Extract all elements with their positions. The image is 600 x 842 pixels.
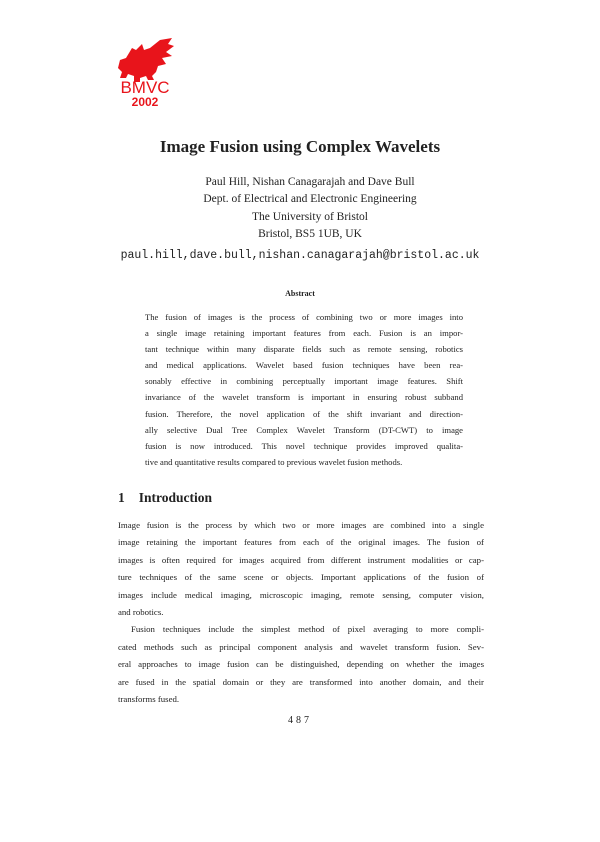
abstract-body xyxy=(145,309,463,470)
authors: Paul Hill, Nishan Canagarajah and Dave Bull xyxy=(205,176,415,188)
bmvc-dragon-logo xyxy=(112,36,178,108)
abstract-line: The fusion of images is the process of combining two or more images into xyxy=(145,312,463,322)
paper-title: Image Fusion using Complex Wavelets xyxy=(159,137,441,156)
affiliation-university: The University of Bristol xyxy=(252,211,368,223)
abstract-line: fusion. Therefore, the novel application of the shift invariant and direction- xyxy=(145,408,463,419)
abstract-line: invariance of the wavelet transform is important in ensuring robust subband xyxy=(145,392,463,403)
section-number: 1 xyxy=(118,490,125,505)
affiliation-address: Bristol, BS5 1UB, UK xyxy=(258,228,362,240)
affiliation-dept: Dept. of Electrical and Electronic Engineering xyxy=(203,193,417,205)
body-line: image retaining the important features from each of the original images. The fusion of xyxy=(118,537,484,548)
body-line: ture techniques of the same scene or objects. Important applications of the fusion of xyxy=(118,572,484,583)
abstract-heading: Abstract xyxy=(285,289,315,298)
page-number: 487 xyxy=(288,715,312,726)
abstract-line: sonably effective in combining perceptually important image features. Shift xyxy=(145,376,463,387)
body-line: cated methods such as principal component analysis and wavelet transform fusion. Sev- xyxy=(118,641,484,652)
body-line: are fused in the spatial domain or they are transformed into another domain, and their xyxy=(118,676,484,687)
section-title: Introduction xyxy=(138,490,213,505)
abstract-line: fusion is now introduced. This novel technique provides improved qualita- xyxy=(145,440,463,451)
svg-text:BMVC: BMVC xyxy=(120,78,170,97)
body-line: images is often required for images acquired from different instrument modalities or cap- xyxy=(118,554,484,565)
svg-text:2002: 2002 xyxy=(131,95,159,108)
abstract-line: ally selective Dual Tree Complex Wavelet Transform (DT-CWT) to image xyxy=(145,424,463,435)
abstract-line: tant technique within many disparate fields such as remote sensing, robotics xyxy=(145,344,463,355)
author-emails: paul.hill,dave.bull,nishan.canagarajah@bristol.ac.uk xyxy=(120,249,480,262)
abstract-line: a single image retaining important features from each. Fusion is an impor- xyxy=(145,328,463,339)
abstract-line: and medical applications. Wavelet based fusion techniques have been rea- xyxy=(145,360,463,371)
body-line: Fusion techniques include the simplest method of pixel averaging to more compli- xyxy=(131,624,484,635)
abstract-line: tive and quantitative results compared to previous wavelet fusion methods. xyxy=(145,456,403,467)
body-line: transforms fused. xyxy=(118,694,180,705)
body-line: and robotics. xyxy=(118,607,164,618)
body-line: eral approaches to image fusion can be distinguished, depending on whether the images xyxy=(118,659,484,670)
body-line: images include medical imaging, microscopic imaging, remote sensing, computer vision, xyxy=(118,589,484,600)
body-line: Image fusion is the process by which two or more images are combined into a single xyxy=(118,520,484,530)
intro-body xyxy=(118,517,484,708)
section-heading xyxy=(118,490,212,506)
